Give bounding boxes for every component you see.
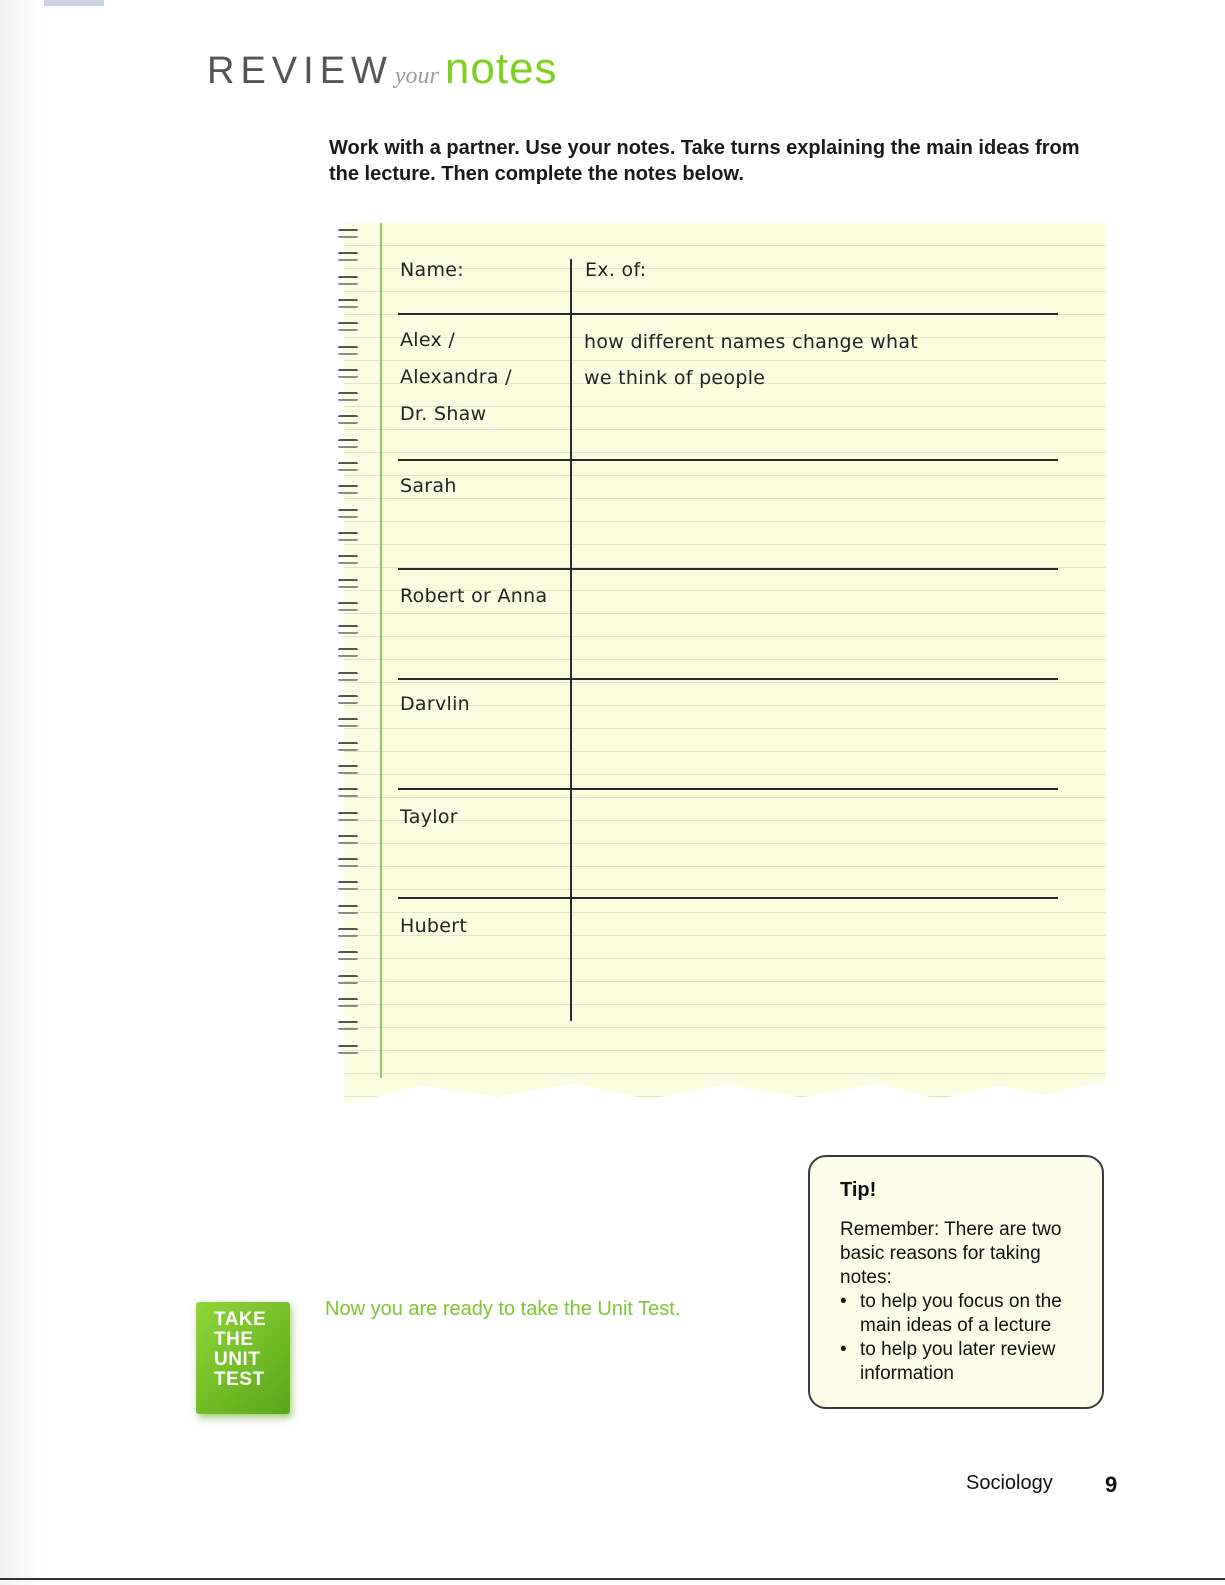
spiral-ring xyxy=(338,392,358,401)
row-name: Alex / xyxy=(400,329,456,351)
spiral-ring xyxy=(338,718,358,727)
spiral-ring xyxy=(338,555,358,564)
spiral-ring xyxy=(338,322,358,331)
tip-body: Remember: There are two basic reasons for taking notes: xyxy=(840,1219,1062,1288)
spiral-ring xyxy=(338,625,358,634)
tip-bullet: • to help you focus on the main ideas of a lecture xyxy=(860,1290,1084,1338)
spiral-ring xyxy=(338,439,358,448)
spiral-ring xyxy=(338,485,358,494)
badge-line: UNIT xyxy=(214,1349,261,1370)
spiral-ring xyxy=(338,415,358,424)
margin-line xyxy=(380,223,382,1078)
example-column-header: Ex. of: xyxy=(585,259,647,281)
row-name: Alexandra / xyxy=(400,366,512,388)
ready-text: Now you are ready to take the Unit Test. xyxy=(325,1298,681,1320)
row-name: Sarah xyxy=(400,475,457,497)
row-name: Darvlin xyxy=(400,693,471,715)
spiral-ring xyxy=(338,1021,358,1030)
spiral-ring xyxy=(338,509,358,518)
spiral-ring xyxy=(338,742,358,751)
spiral-ring xyxy=(338,928,358,937)
row-rule xyxy=(398,459,1058,461)
scan-bottom-edge xyxy=(0,1578,1225,1580)
badge-line: TAKE xyxy=(214,1309,267,1330)
name-column-header: Name: xyxy=(400,259,464,281)
scan-mark xyxy=(44,0,104,6)
spiral-ring xyxy=(338,346,358,355)
spiral-ring xyxy=(338,252,358,261)
spiral-ring xyxy=(338,229,358,238)
page-number: 9 xyxy=(1105,1472,1118,1497)
row-example: how different names change what xyxy=(584,331,919,353)
spiral-ring xyxy=(338,951,358,960)
title-your: your xyxy=(394,63,439,89)
spiral-ring xyxy=(338,532,358,541)
header-rule xyxy=(398,313,1058,315)
row-rule xyxy=(398,897,1058,899)
column-divider xyxy=(570,259,572,1021)
spiral-ring xyxy=(338,648,358,657)
page-title xyxy=(207,44,558,94)
spiral-ring xyxy=(338,602,358,611)
notepad xyxy=(336,223,1106,1113)
row-name: Robert or Anna xyxy=(400,585,548,607)
instructions: Work with a partner. Use your notes. Take turns explaining the main ideas from the lecture. Then complete the notes below. xyxy=(329,137,1080,185)
row-name: Hubert xyxy=(400,915,468,937)
spiral-ring xyxy=(338,881,358,890)
spiral-ring xyxy=(338,975,358,984)
row-example: we think of people xyxy=(584,367,766,389)
spiral-ring xyxy=(338,695,358,704)
row-rule xyxy=(398,568,1058,570)
tip-bullet: • to help you later review information xyxy=(860,1338,1084,1386)
spiral-ring xyxy=(338,812,358,821)
tip-box xyxy=(808,1155,1104,1409)
spiral-ring xyxy=(338,998,358,1007)
spiral-ring xyxy=(338,835,358,844)
title-notes: notes xyxy=(444,44,558,93)
row-name: Taylor xyxy=(400,806,458,828)
row-name: Dr. Shaw xyxy=(400,403,487,425)
spiral-ring xyxy=(338,276,358,285)
footer-subject: Sociology xyxy=(966,1472,1053,1494)
spiral-ring xyxy=(338,672,358,681)
spiral-ring xyxy=(338,462,358,471)
row-rule xyxy=(398,788,1058,790)
spiral-ring xyxy=(338,765,358,774)
spiral-ring xyxy=(338,1045,358,1054)
take-unit-test-badge[interactable] xyxy=(196,1302,290,1414)
badge-line: THE xyxy=(214,1329,254,1350)
tip-list xyxy=(840,1290,1084,1386)
spiral-ring xyxy=(338,299,358,308)
spiral-ring xyxy=(338,579,358,588)
spiral-ring xyxy=(338,858,358,867)
row-rule xyxy=(398,678,1058,680)
spiral-binding xyxy=(336,229,362,1071)
notepad-paper xyxy=(344,223,1106,1108)
title-review: REVIEW xyxy=(207,50,393,92)
spiral-ring xyxy=(338,369,358,378)
scan-shadow xyxy=(0,0,44,1585)
spiral-ring xyxy=(338,788,358,797)
tip-title: Tip! xyxy=(840,1179,877,1201)
badge-line: TEST xyxy=(214,1369,265,1390)
spiral-ring xyxy=(338,905,358,914)
